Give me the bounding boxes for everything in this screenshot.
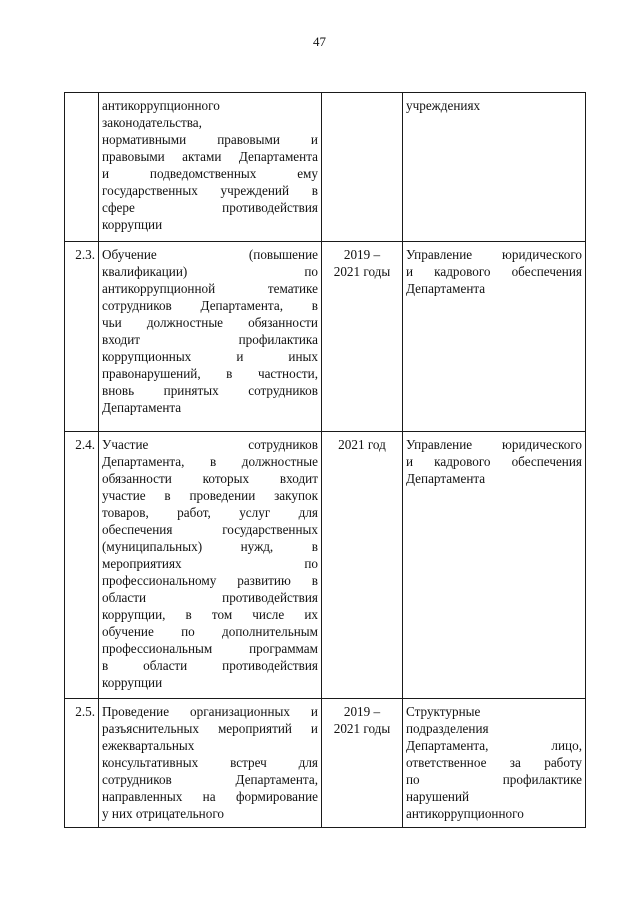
description-line: коррупции: [102, 217, 163, 232]
description-line: нормативными правовыми и: [102, 132, 318, 147]
description-line: законодательства,: [102, 115, 202, 130]
responsible-line: ответственное за работу: [406, 755, 582, 770]
description-line: консультативных встреч для: [102, 755, 318, 770]
description-line: антикоррупционного: [102, 98, 220, 113]
description-line: у них отрицательного: [102, 806, 224, 821]
deadline-cell: [322, 242, 403, 432]
description-line: обязанности которых входит: [102, 471, 318, 486]
description-line: разъяснительных мероприятий и: [102, 721, 318, 736]
deadline-line: 2021 годы: [333, 721, 391, 736]
deadline-line: 2019 –: [343, 247, 381, 262]
responsible-line: и кадрового обеспечения: [406, 454, 582, 469]
responsible-line: Структурные: [406, 704, 481, 719]
table-row: [65, 699, 586, 828]
item-number-cell: [65, 93, 99, 242]
description-line: антикоррупционной тематике: [102, 281, 318, 296]
table-row: [65, 93, 586, 242]
description-line: мероприятиях по: [102, 556, 318, 571]
description-line: вновь принятых сотрудников: [102, 383, 318, 398]
page-number: 47: [313, 34, 326, 49]
description-line: правонарушений, в частности,: [102, 366, 318, 381]
item-number-cell: 2.5.: [65, 699, 99, 828]
description-line: ежеквартальных: [102, 738, 195, 753]
description-line: Проведение организационных и: [102, 704, 318, 719]
responsible-line: Управление юридического: [406, 247, 582, 262]
description-line: обучение по дополнительным: [102, 624, 318, 639]
item-number-cell: 2.3.: [65, 242, 99, 432]
item-number-cell: 2.4.: [65, 432, 99, 699]
description-line: чьи должностные обязанности: [102, 315, 318, 330]
description-line: направленных на формирование: [102, 789, 318, 804]
responsible-cell: [403, 699, 586, 828]
measure-description-cell: [99, 432, 322, 699]
measures-table: [64, 92, 586, 828]
deadline-line: 2021 годы: [333, 264, 391, 279]
description-line: входит профилактика: [102, 332, 318, 347]
description-line: Обучение (повышение: [102, 247, 318, 262]
responsible-line: Департамента: [406, 471, 486, 486]
deadline-cell: [322, 432, 403, 699]
responsible-line: подразделения: [406, 721, 489, 736]
description-line: квалификации) по: [102, 264, 318, 279]
description-line: профессиональному развитию в: [102, 573, 318, 588]
responsible-line: и кадрового обеспечения: [406, 264, 582, 279]
description-line: профессиональным программам: [102, 641, 318, 656]
deadline-cell: [322, 699, 403, 828]
description-line: участие в проведении закупок: [102, 488, 318, 503]
responsible-line: антикоррупционного: [406, 806, 524, 821]
description-line: коррупции: [102, 675, 163, 690]
description-line: области противодействия: [102, 590, 318, 605]
description-line: сотрудников Департамента, в: [102, 298, 318, 313]
description-line: коррупции, в том числе их: [102, 607, 318, 622]
description-line: коррупционных и иных: [102, 349, 318, 364]
deadline-line: 2021 год: [338, 437, 386, 452]
table-row: [65, 432, 586, 699]
deadline-line: 2019 –: [343, 704, 381, 719]
description-line: и подведомственных ему: [102, 166, 318, 181]
description-line: правовыми актами Департамента: [102, 149, 318, 164]
responsible-line: нарушений: [406, 789, 470, 804]
deadline-cell: [322, 93, 403, 242]
description-line: государственных учреждений в: [102, 183, 318, 198]
measure-description-cell: [99, 699, 322, 828]
responsible-line: Департамента: [406, 281, 486, 296]
description-line: Департамента, в должностные: [102, 454, 318, 469]
measure-description-cell: [99, 93, 322, 242]
responsible-line: по профилактике: [406, 772, 582, 787]
description-line: сотрудников Департамента,: [102, 772, 318, 787]
description-line: товаров, работ, услуг для: [102, 505, 318, 520]
responsible-line: Департамента, лицо,: [406, 738, 582, 753]
responsible-cell: [403, 93, 586, 242]
responsible-cell: [403, 242, 586, 432]
description-line: сфере противодействия: [102, 200, 318, 215]
description-line: обеспечения государственных: [102, 522, 318, 537]
measure-description-cell: [99, 242, 322, 432]
description-line: Департамента: [102, 400, 182, 415]
description-line: в области противодействия: [102, 658, 318, 673]
responsible-line: Управление юридического: [406, 437, 582, 452]
description-line: Участие сотрудников: [102, 437, 318, 452]
responsible-line: учреждениях: [406, 98, 481, 113]
responsible-cell: [403, 432, 586, 699]
table-row: [65, 242, 586, 432]
description-line: (муниципальных) нужд, в: [102, 539, 318, 554]
